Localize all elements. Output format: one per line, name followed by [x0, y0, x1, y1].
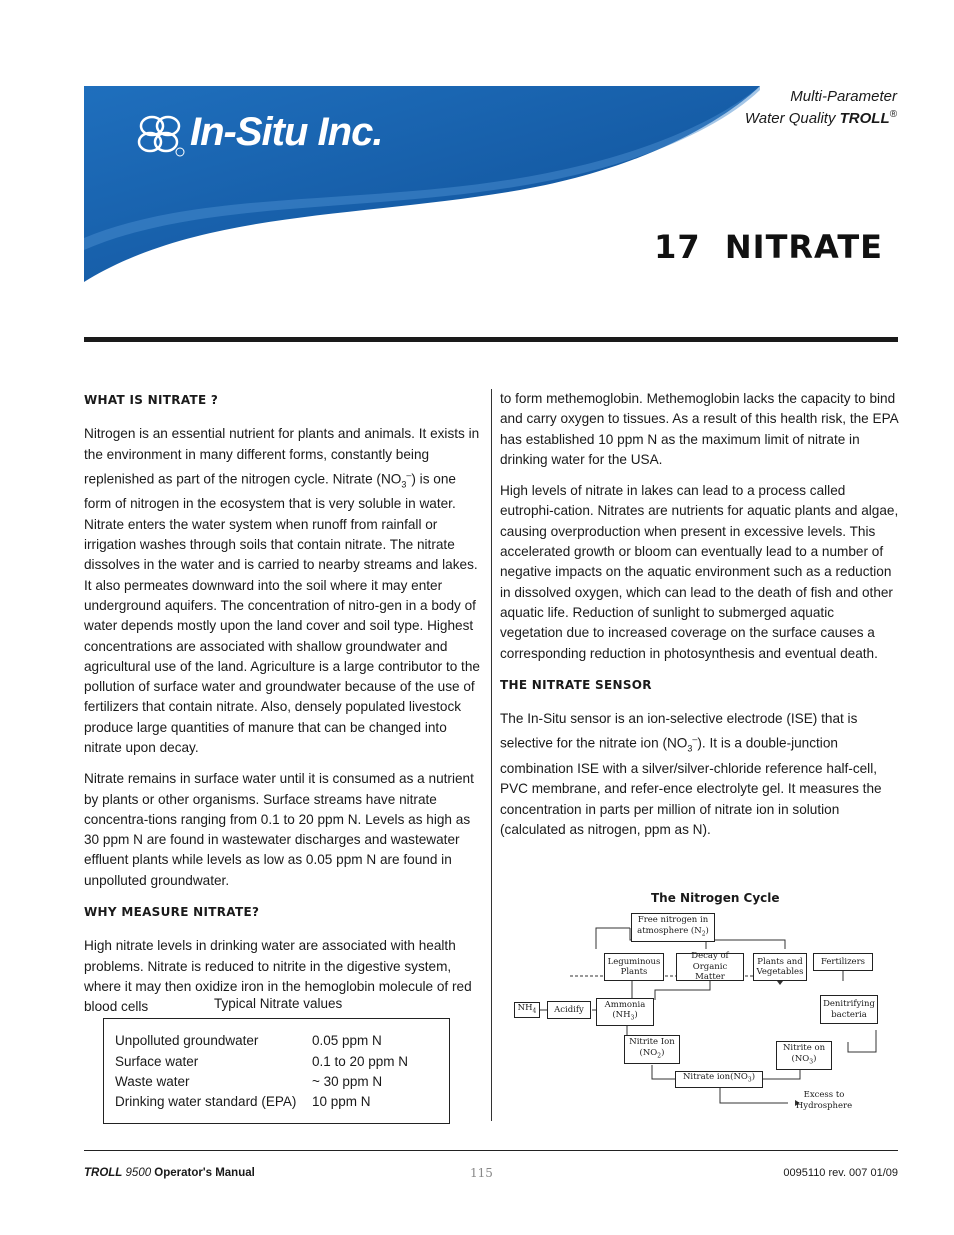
section-heading-why-measure: WHY MEASURE NITRATE?	[84, 905, 260, 920]
paragraph: Nitrate remains in surface water until it is consumed as a nutrient by plants or other organisms. Surface streams have nitrate concentra-tions ranging from 0.1 to 20 ppm N. Levels as high as 30 ppm N are found in wastewater discharges and wastewater effluent plants while levels as low as 0.05 ppm N are found in unpolluted groundwater.	[84, 771, 474, 888]
product-line-1: Multi-Parameter	[790, 88, 897, 105]
nitrite-ion-box: Nitrite Ion $(NO_2)$	[624, 1035, 680, 1064]
excess-hydrosphere-label: Excess to Hydrosphere	[795, 1090, 853, 1111]
paragraph: High nitrate levels in drinking water are associated with health problems. Nitrate is reduced to nitrite in the digestive system, where it may then oxidize iron in the hemoglobin molecule of red blood cells	[84, 938, 472, 1015]
table-row: Unpolluted groundwater 0.05 ppm N	[115, 1033, 382, 1048]
paragraph: High levels of nitrate in lakes can lead to a process called eutrophi-cation. Nitrates are nutrients for aquatic plants and algae, causing overproduction when present in excessive levels. This accelerated growth or bloom can eventually lead to a number of negative impacts on the aquatic environment such as a reduction in dissolved oxygen, which can lead to the death of fish and other aquatic life. Reduction of sunlight to submerged aquatic vegetation due to increased coverage on the surface causes a corresponding reduction in photosynthesis and eventual death.	[500, 483, 899, 661]
chapter-number: 17	[654, 228, 701, 266]
plants-vegetables-box: Plants and Vegetables	[753, 953, 807, 981]
paragraph: Nitrogen is an essential nutrient for plants and animals. It exists in the environment in many different forms, constantly being replenished as part of the nitrogen cycle. Nitrate $(NO_3^-)$ is one form of nitrogen in the ecosystem that is very soluble in water. Nitrate enters the water system when runoff from rainfall or irrigation washes through soils that contain nitrate. The nitrate dissolves in the water and is carried to nearby streams and lakes. It also permeates downward into the soil where it may enter underground aquifers. The concentration of nitro-gen in a body of water depends mostly upon the land cover and soil type. Highest concentrations are associated with shallow groundwater and agricultural use of the land. Agriculture is a large contributor to the pollution of surface water and groundwater because of the use of fertilizers that contain nitrate. Also, densely populated livestock produce large quantities of manure that can be changed into nitrate upon decay.	[84, 426, 480, 755]
company-logo-icon	[134, 110, 186, 158]
column-divider	[491, 389, 492, 1121]
table-row: Drinking water standard (EPA) 10 ppm N	[115, 1094, 371, 1109]
company-name: In-Situ Inc.	[190, 110, 383, 154]
paragraph: The In-Situ sensor is an ion-selective electrode (ISE) that is selective for the nitrate ion $(NO_3^-)$. It is a double-junction combination ISE with a silver/silver-chloride reference half-cell, PVC membrane, and refer-ence electrolyte gel. It measures the concentration in parts per million of nitrate ion in solution (calculated as nitrogen, ppm as N).	[500, 711, 882, 837]
nitrite-on-box: Nitrite on $(NO_3)$	[776, 1041, 832, 1070]
header-divider	[84, 337, 898, 342]
nh4-box: $NH_4$	[514, 1002, 540, 1018]
left-column	[84, 390, 484, 1029]
typical-values-caption: Typical Nitrate values	[214, 996, 343, 1011]
ammonia-box: Ammonia $(NH_3)$	[596, 998, 654, 1026]
table-row: Surface water 0.1 to 20 ppm N	[115, 1054, 409, 1069]
chapter-heading	[654, 228, 883, 266]
section-heading-what-is-nitrate: WHAT IS NITRATE ?	[84, 393, 219, 407]
diagram-title: The Nitrogen Cycle	[651, 891, 780, 905]
product-line-2: Water Quality TROLL®	[744, 109, 897, 127]
table-row: Waste water ~ 30 ppm N	[115, 1074, 383, 1089]
leguminous-plants-box: Leguminous Plants	[604, 953, 664, 981]
right-column	[500, 389, 900, 851]
paragraph: to form methemoglobin. Methemoglobin lacks the capacity to bind and carry oxygen to tissues. As a result of this health risk, the EPA has established 10 ppm N as the maximum limit of nitrate in drinking water for the USA.	[500, 391, 898, 467]
fertilizers-box: Fertilizers	[813, 953, 873, 971]
section-heading-nitrate-sensor: THE NITRATE SENSOR	[500, 677, 652, 692]
nitrate-ion-box: Nitrate $ion(NO_3)$	[675, 1071, 763, 1088]
document-number: 0095110 rev. 007 01/09	[783, 1167, 898, 1179]
typical-values-table	[103, 1018, 450, 1124]
product-title	[745, 88, 897, 128]
chapter-title: NITRATE	[724, 228, 883, 266]
acidify-box: Acidify	[547, 1001, 591, 1019]
page-number: 115	[470, 1166, 493, 1180]
footer-divider	[84, 1150, 898, 1151]
free-nitrogen-box: Free nitrogen in atmosphere $(N_2)$	[631, 913, 715, 942]
denitrifying-bacteria-box: Denitrifying bacteria	[820, 995, 878, 1024]
footer-manual-title: TROLL 9500 Operator's Manual	[84, 1167, 255, 1179]
decay-organic-matter-box: Decay of Organic Matter	[676, 953, 744, 981]
